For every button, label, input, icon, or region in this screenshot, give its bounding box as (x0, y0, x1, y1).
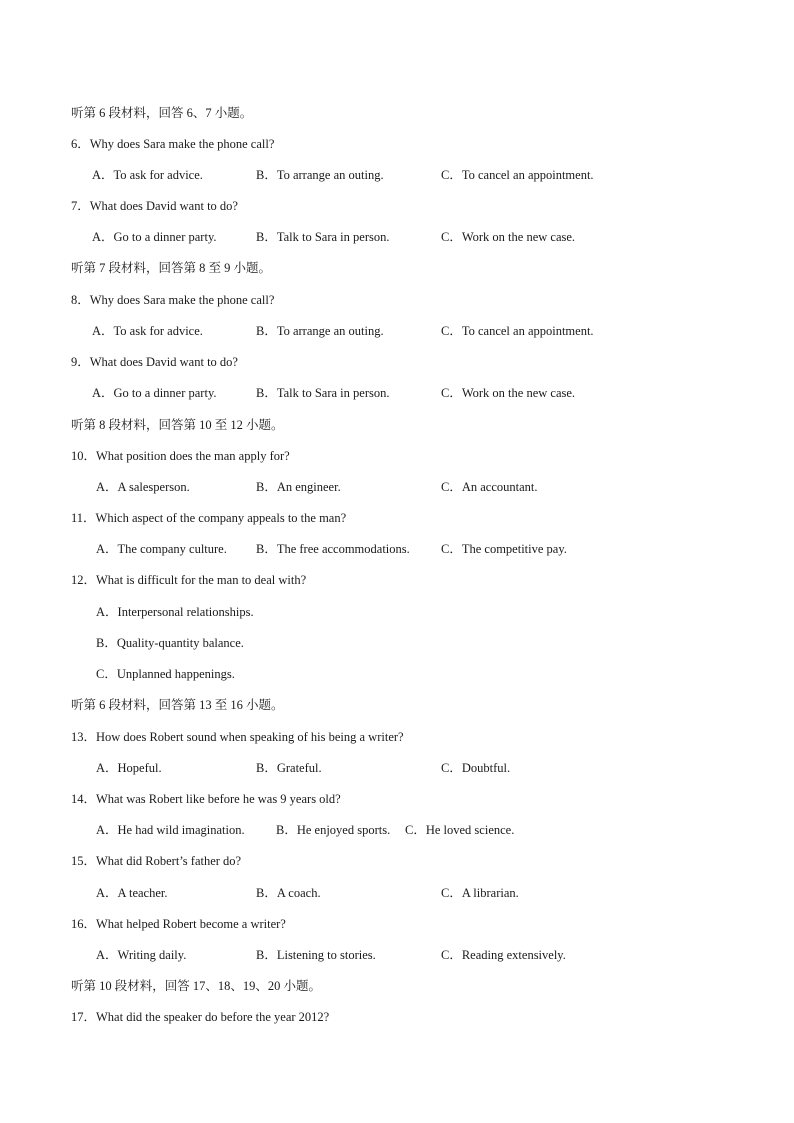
question-12-option-b-row (0, 635, 794, 651)
question-15-stem: 15．What did Robert’s father do? (71, 854, 242, 868)
option-c[interactable]: C．The competitive pay. (441, 542, 567, 556)
option-c[interactable]: C．Unplanned happenings. (96, 667, 235, 681)
option-c[interactable]: C．To cancel an appointment. (441, 168, 594, 182)
option-c[interactable]: C．He loved science. (405, 823, 515, 837)
question-13-stem: 13．How does Robert sound when speaking of his being a writer? (71, 730, 404, 744)
option-c[interactable]: C．A librarian. (441, 886, 519, 900)
option-a[interactable]: A．A teacher. (96, 886, 168, 900)
option-b[interactable]: B．Talk to Sara in person. (256, 230, 390, 244)
question-15-options (0, 885, 794, 901)
question-16-options (0, 947, 794, 963)
option-a[interactable]: A．To ask for advice. (92, 324, 203, 338)
option-a[interactable]: A．Go to a dinner party. (92, 230, 217, 244)
question-6-stem: 6．Why does Sara make the phone call? (71, 137, 275, 151)
question-8-stem: 8．Why does Sara make the phone call? (71, 293, 275, 307)
question-10-stem: 10．What position does the man apply for? (71, 449, 290, 463)
option-c[interactable]: C．Work on the new case. (441, 386, 576, 400)
option-b[interactable]: B．Listening to stories. (256, 948, 376, 962)
question-10-options (0, 479, 794, 495)
option-b[interactable]: B．Talk to Sara in person. (256, 386, 390, 400)
option-b[interactable]: B．To arrange an outing. (256, 324, 384, 338)
section-heading-7: 听第 7 段材料，回答第 8 至 9 小题。 (71, 261, 272, 275)
option-b[interactable]: B．An engineer. (256, 480, 341, 494)
option-b[interactable]: B．He enjoyed sports. (276, 823, 391, 837)
option-b[interactable]: B．A coach. (256, 886, 321, 900)
option-b[interactable]: B．The free accommodations. (256, 542, 410, 556)
option-c[interactable]: C．Reading extensively. (441, 948, 566, 962)
question-7-stem: 7．What does David want to do? (71, 199, 238, 213)
question-16-stem: 16．What helped Robert become a writer? (71, 917, 286, 931)
option-b[interactable]: B．Grateful. (256, 761, 322, 775)
option-a[interactable]: A．Writing daily. (96, 948, 187, 962)
option-b[interactable]: B．To arrange an outing. (256, 168, 384, 182)
option-a[interactable]: A．Interpersonal relationships. (96, 605, 254, 619)
question-8-options (0, 323, 794, 339)
section-heading-8: 听第 8 段材料，回答第 10 至 12 小题。 (71, 418, 284, 432)
question-14-options (0, 822, 794, 838)
option-a[interactable]: A．Hopeful. (96, 761, 162, 775)
section-heading-6: 听第 6 段材料，回答 6、7 小题。 (71, 106, 253, 120)
question-13-options (0, 760, 794, 776)
section-heading-9: 听第 6 段材料，回答第 13 至 16 小题。 (71, 698, 284, 712)
section-heading-10: 听第 10 段材料，回答 17、18、19、20 小题。 (71, 979, 322, 993)
question-9-options (0, 385, 794, 401)
option-c[interactable]: C．To cancel an appointment. (441, 324, 594, 338)
question-14-stem: 14．What was Robert like before he was 9 years old? (71, 792, 341, 806)
question-11-options (0, 541, 794, 557)
question-11-stem: 11．Which aspect of the company appeals to the man? (71, 511, 347, 525)
question-17-stem: 17．What did the speaker do before the year 2012? (71, 1010, 330, 1024)
question-12-option-c-row (0, 666, 794, 682)
option-b[interactable]: B．Quality-quantity balance. (96, 636, 244, 650)
option-a[interactable]: A．The company culture. (96, 542, 227, 556)
option-c[interactable]: C．Work on the new case. (441, 230, 576, 244)
question-12-stem: 12．What is difficult for the man to deal with? (71, 573, 307, 587)
option-c[interactable]: C．An accountant. (441, 480, 538, 494)
option-a[interactable]: A．He had wild imagination. (96, 823, 245, 837)
option-a[interactable]: A．Go to a dinner party. (92, 386, 217, 400)
question-6-options (0, 167, 794, 183)
question-9-stem: 9．What does David want to do? (71, 355, 238, 369)
option-c[interactable]: C．Doubtful. (441, 761, 511, 775)
question-12-option-a-row (0, 604, 794, 620)
question-7-options (0, 229, 794, 245)
option-a[interactable]: A．A salesperson. (96, 480, 190, 494)
option-a[interactable]: A．To ask for advice. (92, 168, 203, 182)
